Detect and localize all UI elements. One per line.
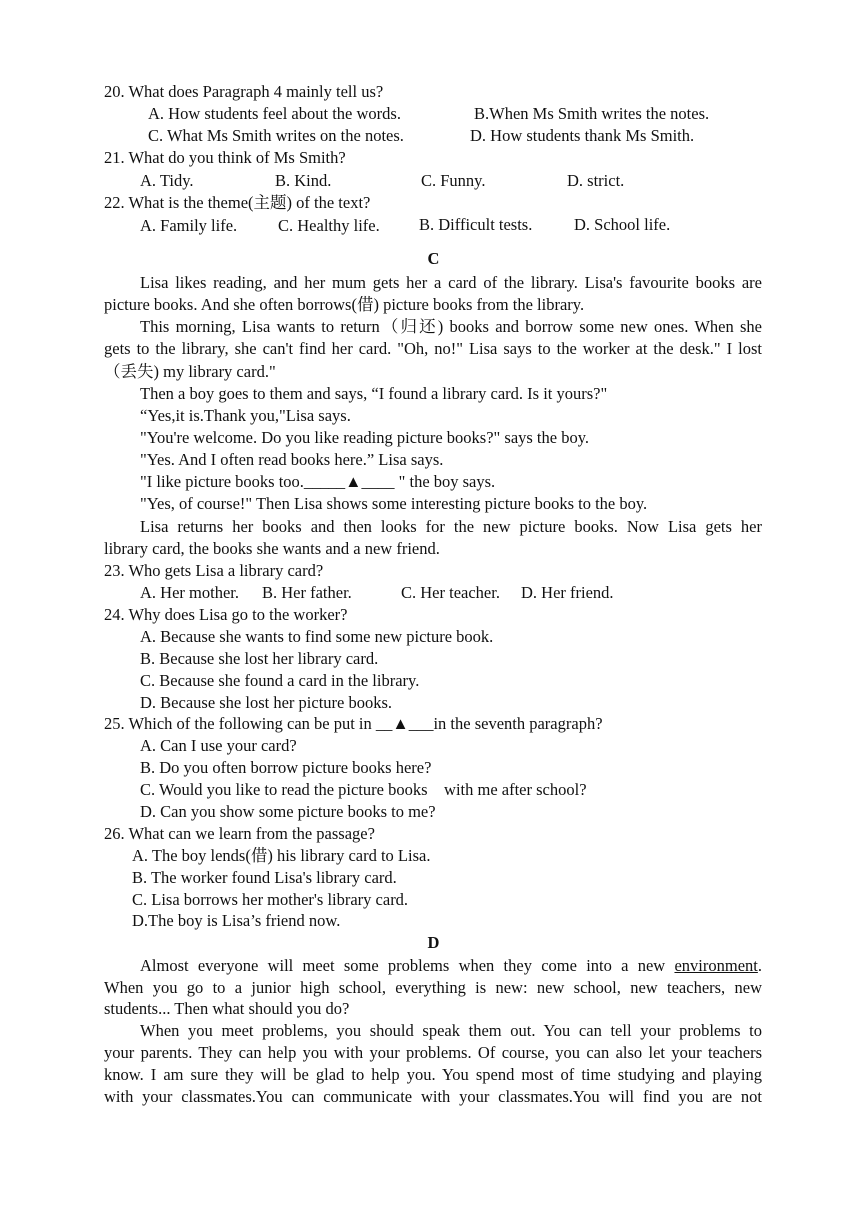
q20-option-b: B.When Ms Smith writes the notes. xyxy=(474,104,710,123)
passage-c-p1-line2: picture books. And she often borrows(借) picture books from the library. xyxy=(104,295,585,314)
q23-stem: 23. Who gets Lisa a library card? xyxy=(104,561,324,580)
q22-option-c: C. Healthy life. xyxy=(278,216,380,235)
passage-c-p5: "You're welcome. Do you like reading picture books?" says the boy. xyxy=(140,428,590,447)
q22-option-d: D. School life. xyxy=(574,215,671,234)
q26-stem: 26. What can we learn from the passage? xyxy=(104,824,375,843)
passage-c-p1-line1: Lisa likes reading, and her mum gets her a card of the library. Lisa's favourite books are xyxy=(140,273,762,292)
underlined-word-environment: environment xyxy=(674,956,758,975)
q24-option-d: D. Because she lost her picture books. xyxy=(140,693,393,712)
q26-option-b: B. The worker found Lisa's library card. xyxy=(132,868,397,887)
q26-option-d: D.The boy is Lisa’s friend now. xyxy=(132,911,341,930)
q20-option-c: C. What Ms Smith writes on the notes. xyxy=(148,126,404,145)
q20-stem: 20. What does Paragraph 4 mainly tell us? xyxy=(104,82,384,101)
section-c-heading: C xyxy=(427,249,440,268)
passage-d-p2-line3: know. I am sure they will be glad to help you. You spend most of time studying and playing xyxy=(104,1065,762,1084)
passage-d-p1-line1 xyxy=(140,955,762,977)
passage-c-p8: "Yes, of course!" Then Lisa shows some interesting picture books to the boy. xyxy=(140,494,648,513)
q23-option-d: D. Her friend. xyxy=(521,583,614,602)
passage-d-p2-line1: When you meet problems, you should speak them out. You can tell your problems to xyxy=(140,1021,762,1040)
q25-stem: 25. Which of the following can be put in __▲___in the seventh paragraph? xyxy=(104,714,603,733)
passage-c-p9-line1: Lisa returns her books and then looks for the new picture books. Now Lisa gets her xyxy=(140,517,762,536)
passage-d-p1-line1-period: . xyxy=(757,956,762,975)
q24-stem: 24. Why does Lisa go to the worker? xyxy=(104,605,348,624)
q21-option-b: B. Kind. xyxy=(275,171,332,190)
passage-c-p2-line1: This morning, Lisa wants to return（归还) books and borrow some new ones. When she xyxy=(140,317,762,336)
q24-option-a: A. Because she wants to find some new picture book. xyxy=(140,627,494,646)
q21-option-a: A. Tidy. xyxy=(140,171,194,190)
passage-c-p6: "Yes. And I often read books here.” Lisa says. xyxy=(140,450,444,469)
passage-d-p2-line4: with your classmates.You can communicate with your classmates.You will find you are not xyxy=(104,1087,762,1106)
passage-c-p9-line2: library card, the books she wants and a new friend. xyxy=(104,539,440,558)
passage-d-p1-line3: students... Then what should you do? xyxy=(104,999,350,1018)
q21-option-d: D. strict. xyxy=(567,171,625,190)
passage-c-p2-line3: （丢失) my library card." xyxy=(104,362,276,381)
q25-option-c: C. Would you like to read the picture books with me after school? xyxy=(140,780,587,799)
q22-stem: 22. What is the theme(主题) of the text? xyxy=(104,193,371,212)
q23-option-b: B. Her father. xyxy=(262,583,352,602)
q25-option-b: B. Do you often borrow picture books here? xyxy=(140,758,432,777)
passage-c-p3: Then a boy goes to them and says, “I found a library card. Is it yours?" xyxy=(140,384,608,403)
q23-option-a: A. Her mother. xyxy=(140,583,239,602)
q24-option-b: B. Because she lost her library card. xyxy=(140,649,379,668)
q25-option-d: D. Can you show some picture books to me? xyxy=(140,802,436,821)
passage-c-p7: "I like picture books too._____▲____ " the boy says. xyxy=(140,472,496,491)
q22-option-a: A. Family life. xyxy=(140,216,238,235)
passage-c-p4: “Yes,it is.Thank you,"Lisa says. xyxy=(140,406,351,425)
q20-option-d: D. How students thank Ms Smith. xyxy=(470,126,695,145)
q21-stem: 21. What do you think of Ms Smith? xyxy=(104,148,346,167)
passage-d-p2-line2: your parents. They can help you with your problems. Of course, you can also let your teachers xyxy=(104,1043,762,1062)
q26-option-a: A. The boy lends(借) his library card to Lisa. xyxy=(132,846,431,865)
passage-c-p2-line2: gets to the library, she can't find her card. "Oh, no!" Lisa says to the worker at the desk." I lost xyxy=(104,339,762,358)
q25-option-a: A. Can I use your card? xyxy=(140,736,297,755)
passage-d-p1-line2: When you go to a junior high school, everything is new: new school, new teachers, new xyxy=(104,978,762,997)
q22-option-b: B. Difficult tests. xyxy=(419,215,533,234)
q24-option-c: C. Because she found a card in the library. xyxy=(140,671,420,690)
q26-option-c: C. Lisa borrows her mother's library card. xyxy=(132,890,409,909)
passage-d-p1-line1-text: Almost everyone will meet some problems when they come into a new xyxy=(140,956,675,975)
q21-option-c: C. Funny. xyxy=(421,171,486,190)
q23-option-c: C. Her teacher. xyxy=(401,583,500,602)
section-d-heading: D xyxy=(427,933,440,952)
q20-option-a: A. How students feel about the words. xyxy=(148,104,401,123)
